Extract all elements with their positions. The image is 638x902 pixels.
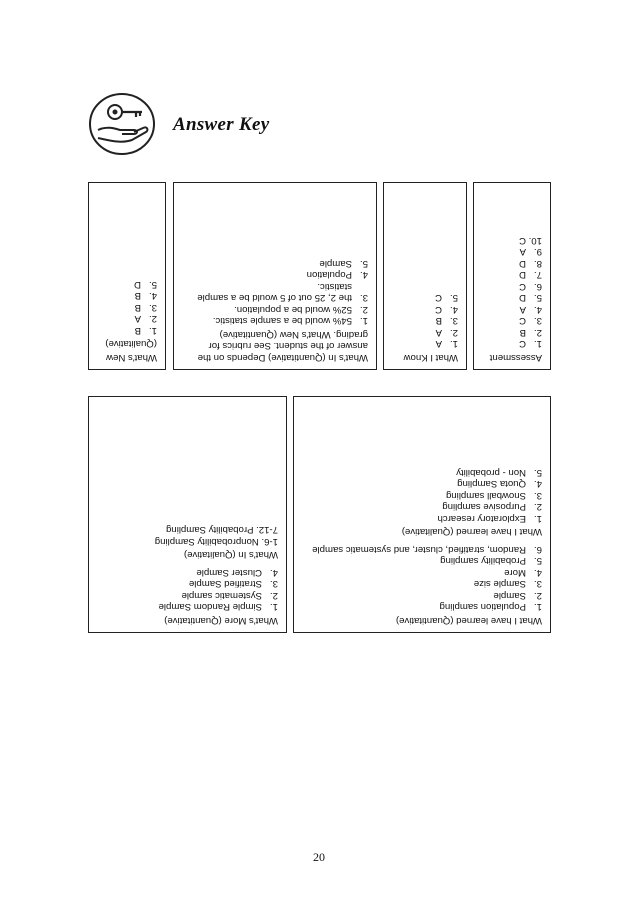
whats-new-heading: What's New <box>106 352 157 363</box>
list-item <box>392 338 458 350</box>
item-number: 4. <box>359 269 368 281</box>
item-text: A <box>134 313 141 325</box>
list-item <box>302 590 542 602</box>
item-number: 2. <box>533 327 542 338</box>
item-text: C <box>435 304 442 315</box>
item-number: 1. <box>533 601 542 613</box>
list-item <box>302 601 542 613</box>
what-i-know-box <box>383 182 467 370</box>
item-text: Quota Sampling <box>457 478 526 490</box>
item-number: 1. <box>533 513 542 524</box>
list-item <box>97 590 278 602</box>
item-text: Random, stratified, cluster, and systematic sample <box>312 544 526 555</box>
item-text: A <box>519 246 526 258</box>
list-item <box>302 544 542 556</box>
nonprobability-line: 1-6. Nonprobability Sampling <box>154 536 278 547</box>
item-number: 6. <box>533 281 542 292</box>
list-item <box>182 315 368 327</box>
item-text: A <box>435 327 442 338</box>
item-text: B <box>435 315 442 327</box>
list-item <box>392 292 458 304</box>
list-item <box>302 513 542 525</box>
list-item <box>392 327 458 339</box>
assessment-box <box>473 182 551 370</box>
page-number: 20 <box>313 850 325 864</box>
item-text: B <box>134 325 141 336</box>
item-number: 4. <box>269 567 278 578</box>
list-item <box>182 269 368 281</box>
whats-more-heading: What's More (Quantitative) <box>164 615 278 626</box>
list-item <box>482 338 542 350</box>
item-text: B <box>519 327 526 338</box>
whats-in-box <box>173 182 377 370</box>
list-item <box>482 281 542 293</box>
list-item <box>97 313 157 325</box>
learned-qualitative-heading: What I have learned (Qualitative) <box>401 526 542 538</box>
hand-key-icon <box>88 92 156 156</box>
item-text: D <box>519 269 526 281</box>
item-number: 2. <box>533 590 542 601</box>
item-number: 3. <box>533 315 542 327</box>
list-item <box>302 478 542 490</box>
item-text: C <box>435 292 442 304</box>
whats-new-box <box>88 182 166 370</box>
learned-quantitative-heading: What I have learned (Quantitative) <box>395 615 542 626</box>
item-number: 3. <box>449 315 458 327</box>
item-text: Sample <box>319 258 352 269</box>
item-number: 3. <box>533 490 542 501</box>
whats-more-list <box>97 567 278 613</box>
item-number: 3. <box>148 302 157 313</box>
item-text: C <box>519 338 526 350</box>
item-number: 1. <box>359 315 368 327</box>
list-item <box>182 281 368 304</box>
list-item <box>97 325 157 337</box>
item-text: Population <box>306 269 352 281</box>
assessment-heading: Assessment <box>489 352 542 363</box>
item-number: 2. <box>359 304 368 315</box>
item-number: 4. <box>449 304 458 315</box>
item-number: 2. <box>269 590 278 601</box>
learned-quantitative-list <box>302 544 542 613</box>
item-number: 1. <box>269 601 278 613</box>
list-item <box>302 578 542 590</box>
item-text: 54% would be a sample statistic. <box>212 315 352 327</box>
item-text: D <box>519 258 526 269</box>
list-item <box>482 304 542 316</box>
item-number: 4. <box>533 567 542 578</box>
item-number: 1. <box>533 338 542 350</box>
item-text: the 2, 25 out of 5 would be a sample statistic. <box>197 281 352 304</box>
item-text: Snowball sampling <box>446 490 526 501</box>
item-number: 2. <box>148 313 157 325</box>
list-item <box>482 246 542 258</box>
list-item <box>302 501 542 513</box>
item-number: 3. <box>359 292 368 304</box>
what-i-know-list <box>392 292 458 350</box>
item-number: 10. <box>528 235 542 246</box>
list-item <box>97 567 278 579</box>
list-item <box>97 601 278 613</box>
list-item <box>302 555 542 567</box>
item-text: Sample size <box>473 578 526 590</box>
item-text: B <box>134 290 141 302</box>
whats-new-list <box>97 279 157 337</box>
item-number: 9. <box>533 246 542 258</box>
list-item <box>97 578 278 590</box>
item-text: C <box>519 315 526 327</box>
page-title: Answer Key <box>173 114 270 135</box>
item-text: D <box>519 292 526 304</box>
item-number: 5. <box>533 292 542 304</box>
list-item <box>302 467 542 479</box>
item-text: A <box>435 338 442 350</box>
item-number: 8. <box>533 258 542 269</box>
whats-in-heading: What's In (Quantitative) Depends on the answer of the student. See rubrics for grading. What's New (Quantitative) <box>197 329 368 363</box>
item-number: 1. <box>449 338 458 350</box>
list-item <box>97 290 157 302</box>
item-number: 1. <box>148 325 157 336</box>
item-text: D <box>134 279 141 290</box>
item-text: Systematic sample <box>181 590 262 601</box>
item-number: 5. <box>449 292 458 304</box>
whats-more-box <box>88 396 287 633</box>
item-text: Stratified Sample <box>188 578 262 590</box>
list-item <box>482 269 542 281</box>
what-i-have-learned-box <box>293 396 551 633</box>
item-number: 4. <box>533 478 542 490</box>
list-item <box>302 567 542 579</box>
item-text: Purposive sampling <box>442 501 526 513</box>
item-number: 6. <box>533 544 542 555</box>
item-text: Non - probability <box>456 467 526 478</box>
list-item <box>482 315 542 327</box>
list-item <box>482 292 542 304</box>
item-number: 5. <box>148 279 157 290</box>
item-text: Exploratory research <box>437 513 526 524</box>
item-text: Sample <box>493 590 526 601</box>
item-text: A <box>519 304 526 315</box>
list-item <box>482 258 542 270</box>
item-text: More <box>504 567 526 578</box>
item-number: 3. <box>533 578 542 590</box>
list-item <box>392 304 458 316</box>
item-number: 3. <box>269 578 278 590</box>
item-number: 5. <box>533 467 542 478</box>
whats-in-qualitative-heading: What's In (Qualitative) <box>183 549 278 561</box>
item-text: C <box>519 235 526 246</box>
whats-in-list <box>182 258 368 327</box>
item-text: Simple Random Sample <box>158 601 262 613</box>
item-text: Probability sampling <box>440 555 526 567</box>
item-text: Population sampling <box>439 601 526 613</box>
probability-line: 7-12. Probability Sampling <box>166 524 278 536</box>
list-item <box>97 279 157 291</box>
list-item <box>182 304 368 316</box>
list-item <box>97 302 157 314</box>
item-text: B <box>134 302 141 313</box>
item-number: 4. <box>533 304 542 315</box>
item-number: 2. <box>449 327 458 338</box>
list-item <box>182 258 368 270</box>
item-text: Cluster Sample <box>196 567 262 578</box>
item-number: 2. <box>533 501 542 513</box>
learned-qualitative-list <box>302 467 542 525</box>
list-item <box>302 490 542 502</box>
item-text: 52% would be a population. <box>234 304 352 315</box>
item-number: 5. <box>359 258 368 269</box>
what-i-know-heading: What I Know <box>403 352 458 363</box>
list-item <box>392 315 458 327</box>
item-number: 7. <box>533 269 542 281</box>
item-number: 5. <box>533 555 542 567</box>
list-item <box>482 235 542 247</box>
assessment-list <box>482 235 542 350</box>
list-item <box>482 327 542 339</box>
whats-new-subheading: (Qualitative) <box>105 338 157 350</box>
item-number: 4. <box>148 290 157 302</box>
item-text: C <box>519 281 526 292</box>
